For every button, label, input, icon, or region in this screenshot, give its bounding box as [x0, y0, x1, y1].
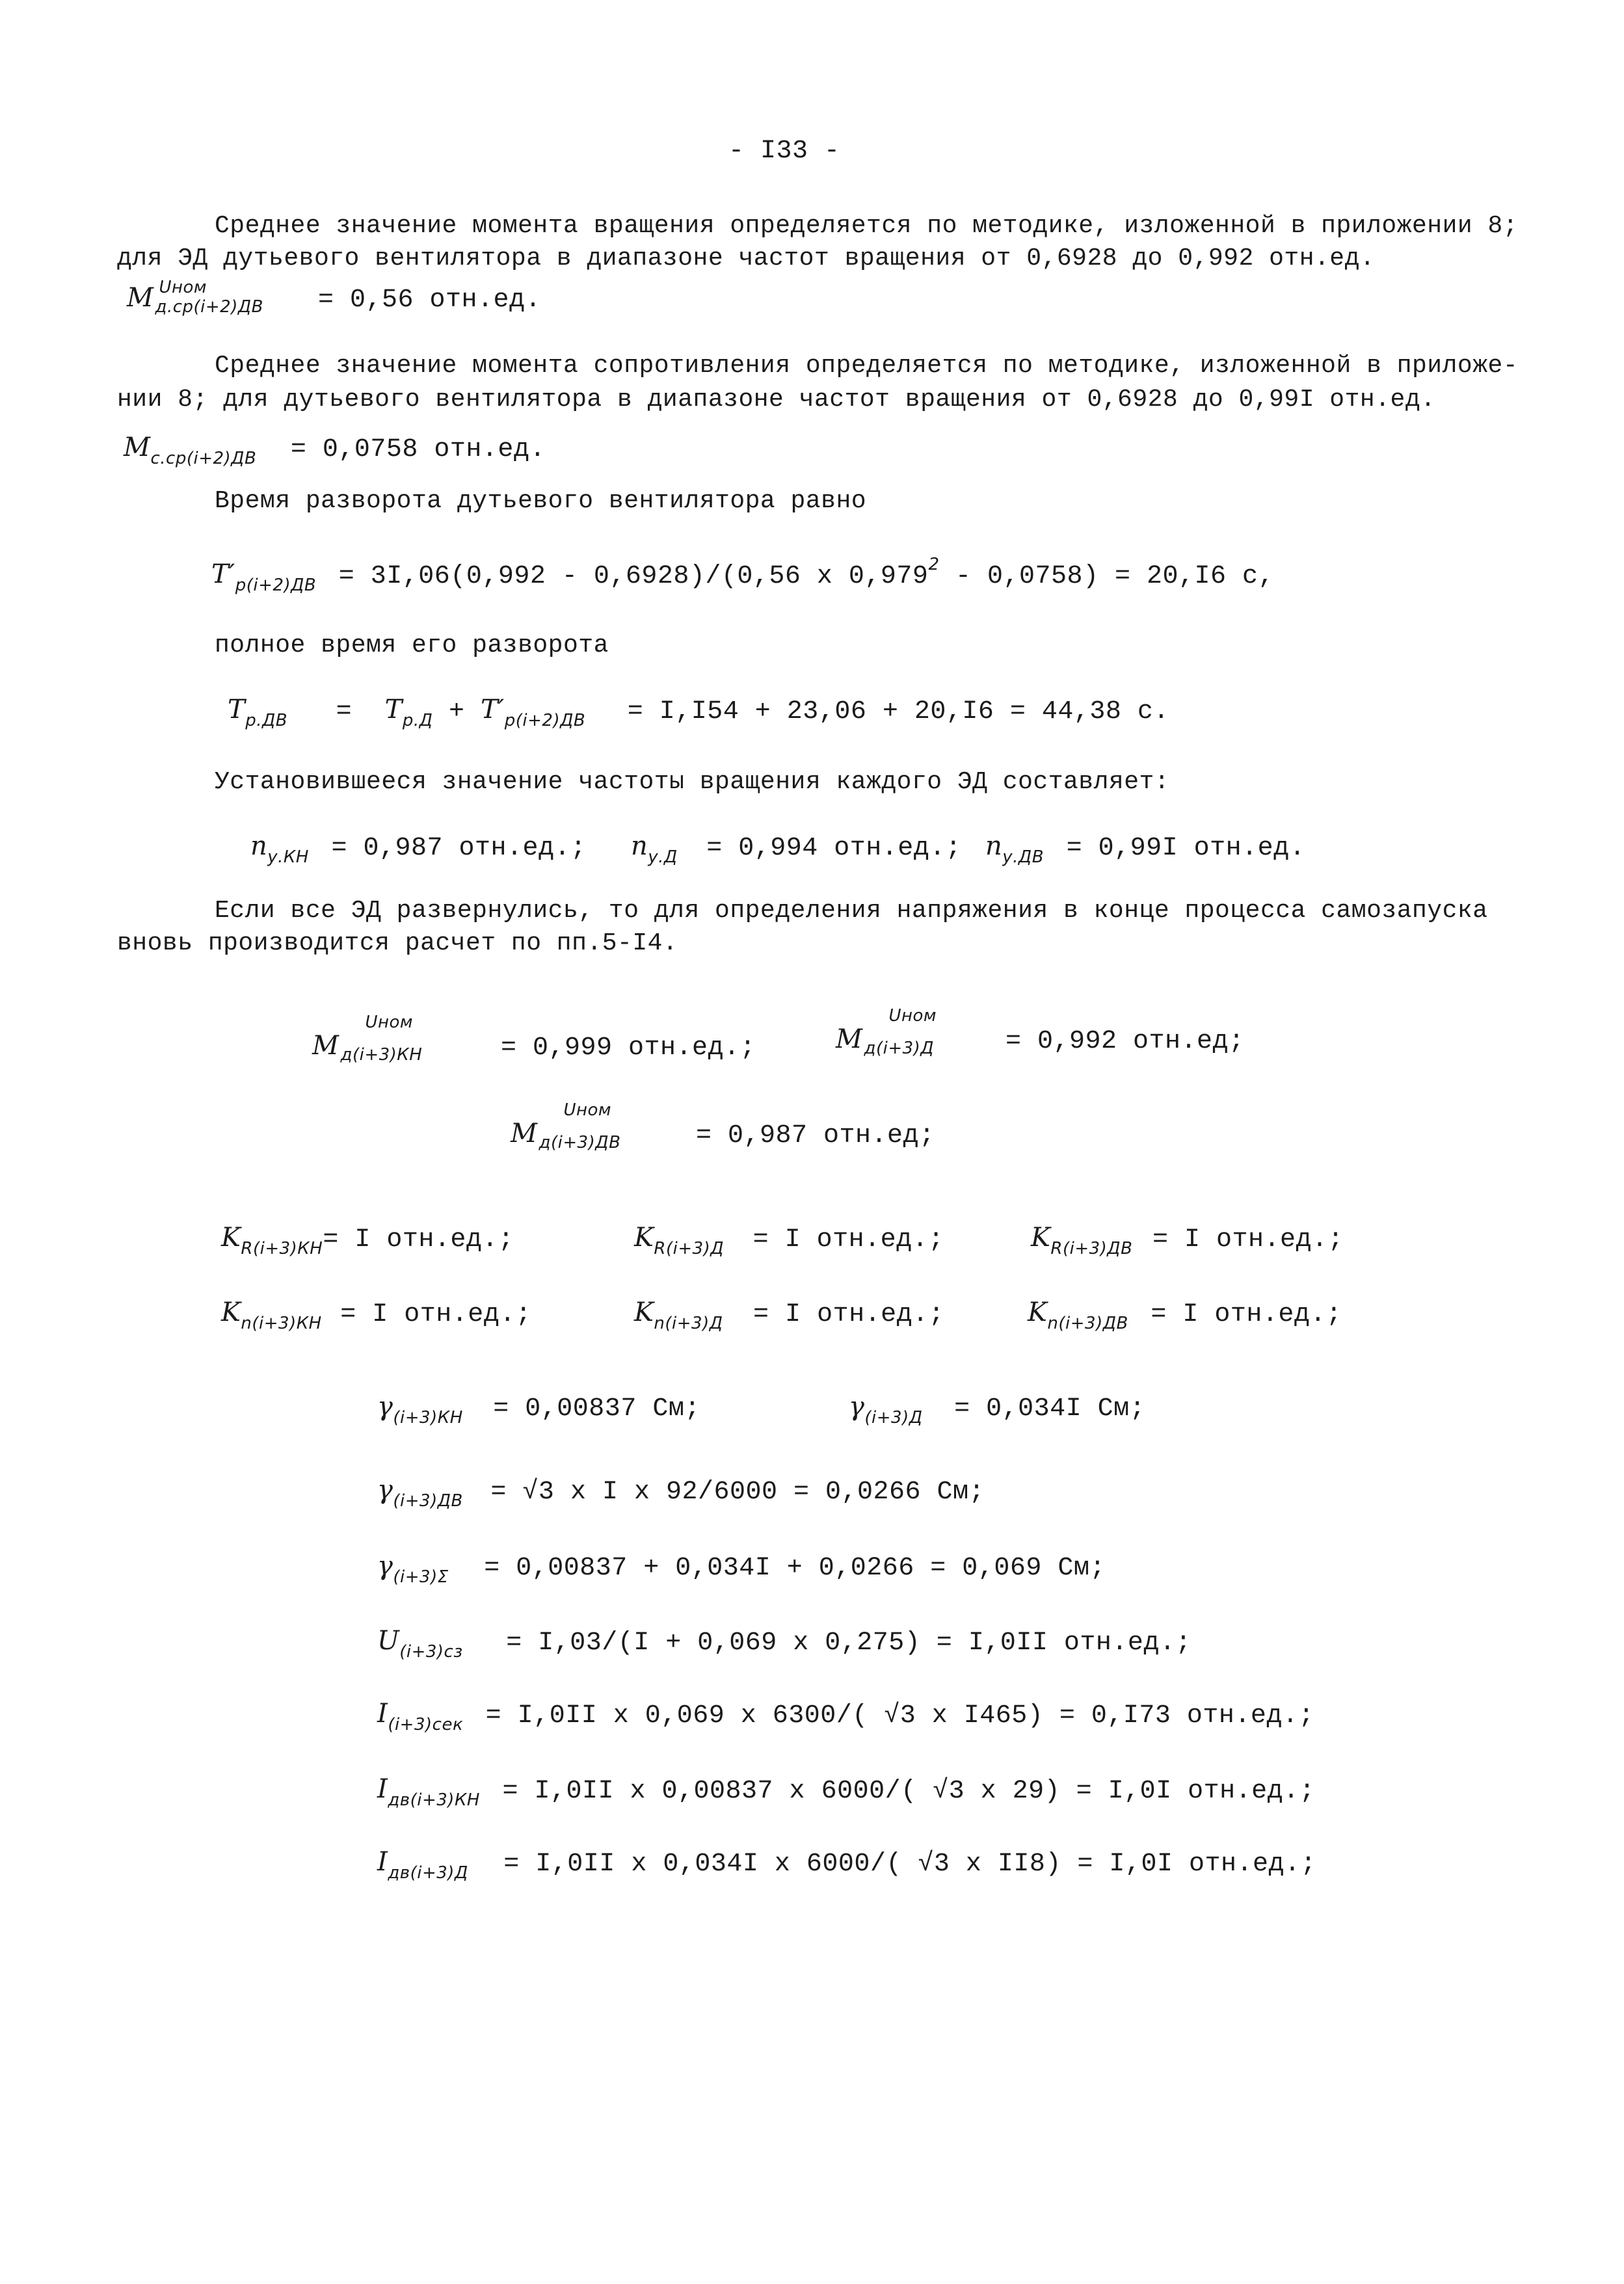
formula-t-startup-fan [211, 555, 1275, 595]
formula-value: = 0,987 отн.ед; [695, 1121, 935, 1150]
formula-subscript: с.ср(i+2)ДВ [150, 449, 257, 468]
formula-symbol: I [377, 1774, 388, 1804]
paragraph-steady-speed: Установившееся значение частоты вращения каждого ЭД составляет: [215, 768, 1170, 796]
formula-symbol: M [124, 432, 151, 462]
paragraph-recalc-line2: вновь производится расчет по пп.5-I4. [117, 929, 678, 957]
formula-subscript: д.ср(i+2)ДВ [155, 297, 263, 317]
formula-symbol: M [836, 1024, 863, 1054]
formula-kr-kn [221, 1223, 514, 1256]
formula-value: = I,I54 + 23,06 + 20,I6 = 44,38 с. [627, 697, 1169, 726]
formula-kn-d [634, 1297, 944, 1331]
formula-subscript: R(i+3)КН [241, 1239, 323, 1258]
formula-subscript: (i+3)Д [864, 1408, 923, 1428]
formula-i-dv-d [377, 1847, 1316, 1883]
formula-value: = 0,999 отн.ед.; [500, 1033, 756, 1063]
formula-m-dv [511, 1100, 935, 1152]
formula-value: = √3 x I x 92/6000 = 0,0266 См; [490, 1478, 985, 1507]
formula-subscript: р(i+2)ДВ [235, 576, 317, 595]
formula-gamma-kn [377, 1392, 700, 1428]
paragraph-total-time: полное время его разворота [215, 631, 609, 659]
formula-subscript: дв(i+3)КН [388, 1790, 480, 1810]
formula-symbol: T [384, 695, 403, 724]
formula-subscript: (i+3)КН [393, 1408, 463, 1428]
formula-m-kn [312, 1013, 756, 1065]
formula-gamma-dv [377, 1475, 985, 1511]
formula-value: = I отн.ед.; [323, 1225, 514, 1255]
formula-subscript: n(i+3)ДВ [1047, 1314, 1128, 1333]
formula-symbol: K [634, 1223, 654, 1253]
formula-symbol: γ [849, 1392, 865, 1422]
formula-symbol: n [250, 831, 268, 861]
formula-kn-dv [1028, 1297, 1342, 1331]
formula-value: = 3I,06(0,992 - 0,6928)/(0,56 x 0,979 [338, 562, 929, 591]
formula-m-avg-rotation [127, 278, 542, 317]
formula-symbol: T [228, 695, 246, 724]
formula-i-dv-kn [377, 1774, 1316, 1810]
formula-symbol: M [511, 1119, 538, 1149]
formula-value: = I,0II x 0,034I x 6000/( √3 x II8) = I,0I отн.ед.; [503, 1850, 1316, 1879]
formula-kn-kn [221, 1297, 531, 1331]
formula-subscript: (i+3)сек [388, 1715, 464, 1734]
formula-exponent: 2 [928, 555, 940, 574]
formula-value: = 0,99I отн.ед. [1066, 834, 1306, 863]
formula-subscript: р.ДВ [245, 711, 288, 730]
formula-gamma-d [849, 1392, 1146, 1428]
formula-n-kn [250, 831, 587, 867]
formula-kr-d [634, 1223, 944, 1256]
formula-m-resistance [124, 432, 546, 466]
formula-subscript: д(i+3)Д [864, 1039, 935, 1058]
formula-value: = I отн.ед.; [752, 1225, 944, 1255]
formula-symbol: T′ [480, 695, 505, 724]
formula-i-sek [377, 1699, 1314, 1732]
formula-n-d [631, 831, 962, 867]
formula-value: = 0,00837 См; [493, 1394, 700, 1424]
formula-subscript: R(i+3)ДВ [1050, 1239, 1133, 1258]
formula-symbol: n [631, 831, 648, 861]
formula-symbol: γ [377, 1475, 393, 1505]
formula-subscript: у.ДВ [1002, 847, 1045, 867]
formula-gamma-sum [377, 1551, 1106, 1587]
formula-subscript: (i+3)Σ [393, 1567, 449, 1587]
paragraph-torque-line2: для ЭД дутьевого вентилятора в диапазоне частот вращения от 0,6928 до 0,992 отн.ед. [117, 245, 1376, 272]
formula-value: = 0,994 отн.ед.; [706, 834, 962, 863]
formula-subscript: д(i+3)ДВ [539, 1133, 621, 1152]
formula-subscript: (i+3)ДВ [393, 1491, 463, 1511]
formula-value: = I отн.ед.; [1152, 1225, 1344, 1255]
formula-kr-dv [1031, 1223, 1344, 1256]
formula-value: = I отн.ед.; [340, 1300, 532, 1329]
paragraph-resistance-line2: нии 8; для дутьевого вентилятора в диапазоне частот вращения от 0,6928 до 0,99I отн.ед. [117, 386, 1436, 414]
formula-u-sz [377, 1626, 1191, 1662]
formula-symbol: K [1031, 1223, 1051, 1253]
formula-superscript: Uном [888, 1006, 937, 1026]
formula-value: = I,03/(I + 0,069 x 0,275) = I,0II отн.ед.; [506, 1628, 1191, 1658]
formula-subscript: дв(i+3)Д [388, 1863, 468, 1883]
formula-symbol: M [312, 1031, 339, 1061]
formula-value: = 0,0758 отн.ед. [290, 435, 546, 464]
formula-value: = 0,56 отн.ед. [317, 286, 542, 315]
formula-subscript: R(i+3)Д [654, 1239, 725, 1258]
formula-n-dv [985, 831, 1306, 867]
paragraph-torque-line1: Среднее значение момента вращения определяется по методике, изложенной в приложении 8; [215, 212, 1519, 240]
formula-value: = I отн.ед.; [753, 1300, 945, 1329]
formula-symbol: K [221, 1223, 241, 1253]
formula-symbol: γ [377, 1551, 393, 1581]
formula-symbol: I [377, 1847, 388, 1877]
formula-symbol: I [377, 1699, 388, 1729]
formula-subscript: (i+3)сз [399, 1642, 463, 1662]
formula-symbol: γ [377, 1392, 393, 1422]
formula-symbol: U [377, 1626, 400, 1656]
formula-superscript: Uном [365, 1013, 414, 1032]
page-number: - I33 - [728, 137, 840, 166]
formula-value: = I,0II x 0,00837 x 6000/( √3 x 29) = I,0I отн.ед.; [502, 1777, 1316, 1806]
formula-symbol: n [985, 831, 1003, 861]
formula-value: = I отн.ед.; [1151, 1300, 1342, 1329]
formula-symbol: K [221, 1297, 241, 1327]
formula-subscript: д(i+3)КН [340, 1045, 423, 1065]
paragraph-resistance-line1: Среднее значение момента сопротивления определяется по методике, изложенной в приложе- [215, 352, 1519, 380]
formula-subscript: n(i+3)КН [241, 1314, 322, 1333]
formula-value-tail: - 0,0758) = 20,I6 с, [939, 562, 1275, 591]
formula-plus: + [448, 697, 465, 726]
formula-symbol: M [127, 283, 154, 313]
formula-subscript: р.Д [402, 711, 433, 730]
formula-value: = I,0II x 0,069 x 6300/( √3 x I465) = 0,I73 отн.ед.; [485, 1701, 1314, 1731]
formula-subscript: у.Д [648, 847, 678, 867]
formula-value: = 0,992 отн.ед; [1005, 1027, 1245, 1056]
formula-value: = 0,00837 + 0,034I + 0,0266 = 0,069 См; [484, 1554, 1106, 1583]
formula-t-total [228, 695, 1169, 728]
formula-symbol: T′ [211, 559, 235, 589]
formula-subscript: у.КН [267, 847, 309, 867]
formula-subscript: р(i+2)ДВ [504, 711, 586, 730]
formula-symbol: K [634, 1297, 654, 1327]
formula-superscript: Uном [563, 1100, 612, 1120]
paragraph-startup-time: Время разворота дутьевого вентилятора равно [215, 487, 867, 515]
formula-value: = 0,987 отн.ед.; [331, 834, 587, 863]
formula-value: = 0,034I См; [954, 1394, 1146, 1424]
formula-m-d [836, 1006, 1245, 1058]
formula-symbol: K [1028, 1297, 1048, 1327]
formula-subscript: n(i+3)Д [654, 1314, 723, 1333]
formula-superscript: Uном [159, 278, 207, 297]
paragraph-recalc-line1: Если все ЭД развернулись, то для определения напряжения в конце процесса самозапуска [215, 897, 1488, 925]
formula-equals: = [336, 697, 353, 726]
